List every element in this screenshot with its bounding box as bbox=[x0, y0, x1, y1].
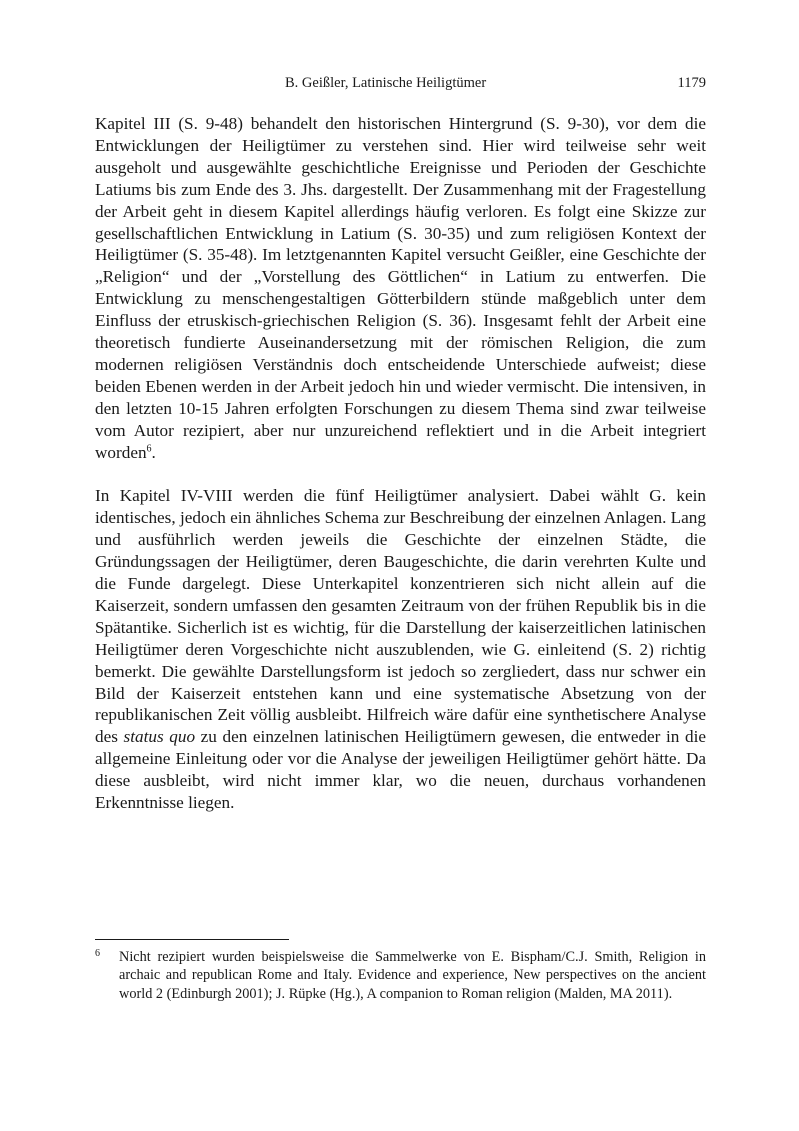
running-head-title: B. Geißler, Latinische Heiligtümer bbox=[285, 75, 487, 91]
footnote-reference[interactable]: 6 bbox=[146, 442, 152, 454]
paragraph-1-text: Kapitel III (S. 9-48) behandelt den historischen Hintergrund (S. 9-30), vor dem die Entwicklungen der Heiligtümer zu verstehen sind. Hier wird teilweise sehr weit ausgeholt und ausgewählte geschichtliche Ereignisse und Perioden der Geschichte Latiums bis zum Ende des 3. Jhs. dargestellt. Der Zusammenhang mit der Fragestellung der Arbeit geht in diesem Kapitel allerdings häufig verloren. Es folgt eine Skizze zur gesellschaftlichen Entwicklung in Latium (S. 30-35) und zum religiösen Kontext der Heiligtümer (S. 35-48). Im letztgenannten Kapitel versucht Geißler, eine Geschichte der „Religion“ und der „Vorstellung des Göttlichen“ in Latium zu entwerfen. Die Entwicklung zu menschengestaltigen Götterbildern stünde maßgeblich unter dem Einfluss der etruskisch-griechischen Religion (S. 36). Insgesamt fehlt der Arbeit eine theoretisch fundierte Auseinandersetzung mit der römischen Religion, die zum modernen religiösen Verständnis doch entscheidende Unterschiede aufweist; diese beiden Ebenen werden in der Arbeit jedoch hin und wieder vermischt. Die intensiven, in den letzten 10-15 Jahren erfolgten Forschungen zu diesem Thema sind zwar teilweise vom Autor rezipiert, aber nur unzureichend reflektiert und in die Arbeit integriert worden bbox=[95, 114, 706, 462]
footnote-number: 6 bbox=[95, 948, 100, 959]
paragraph-1-end: . bbox=[151, 442, 156, 462]
footnote bbox=[95, 948, 706, 1003]
paragraph-1 bbox=[95, 113, 706, 464]
footnote-divider bbox=[95, 939, 289, 940]
body-text bbox=[95, 113, 706, 814]
paragraph-2-text-before: In Kapitel IV-VIII werden die fünf Heiligtümer analysiert. Dabei wählt G. kein identisches, jedoch ein ähnliches Schema zur Beschreibung der einzelnen Anlagen. Lang und ausführlich werden jeweils die Geschichte der einzelnen Städte, die Gründungssagen der Heiligtümer, deren Baugeschichte, die darin verehrten Kulte und die Funde dargelegt. Diese Unterkapitel konzentrieren sich nicht allein auf die Kaiserzeit, sondern umfassen den gesamten Zeitraum von der frühen Republik bis in die Spätantike. Sicherlich ist es wichtig, für die Darstellung der kaiserzeitlichen latinischen Heiligtümer deren Vorgeschichte nicht auszublenden, wie G. einleitend (S. 2) richtig bemerkt. Die gewählte Darstellungsform ist jedoch so zergliedert, dass nur schwer ein Bild der Kaiserzeit entstehen kann und eine systematische Absetzung von der republikanischen Zeit völlig ausbleibt. Hilfreich wäre dafür eine synthetischere Analyse des bbox=[95, 486, 706, 747]
paragraph-2-italic-phrase: status quo bbox=[123, 727, 196, 747]
page-number: 1179 bbox=[677, 75, 706, 91]
paragraph-2 bbox=[95, 485, 706, 814]
paragraph-2-text-after: zu den einzelnen latinischen Heiligtümern gewesen, die entweder in die allgemeine Einleitung oder vor die Analyse der jeweiligen Heiligtümer gehört hätte. Da diese ausbleibt, wird nicht immer klar, wo die neuen, durchaus vorhandenen Erkenntnisse liegen. bbox=[95, 727, 706, 813]
footnote-text: Nicht rezipiert wurden beispielsweise die Sammelwerke von E. Bispham/C.J. Smith, Religion in archaic and republican Rome and Italy. Evidence and experience, New perspectives on the ancient world 2 (Edinburgh 2001); J. Rüpke (Hg.), A companion to Roman religion (Malden, MA 2011). bbox=[119, 949, 706, 1002]
